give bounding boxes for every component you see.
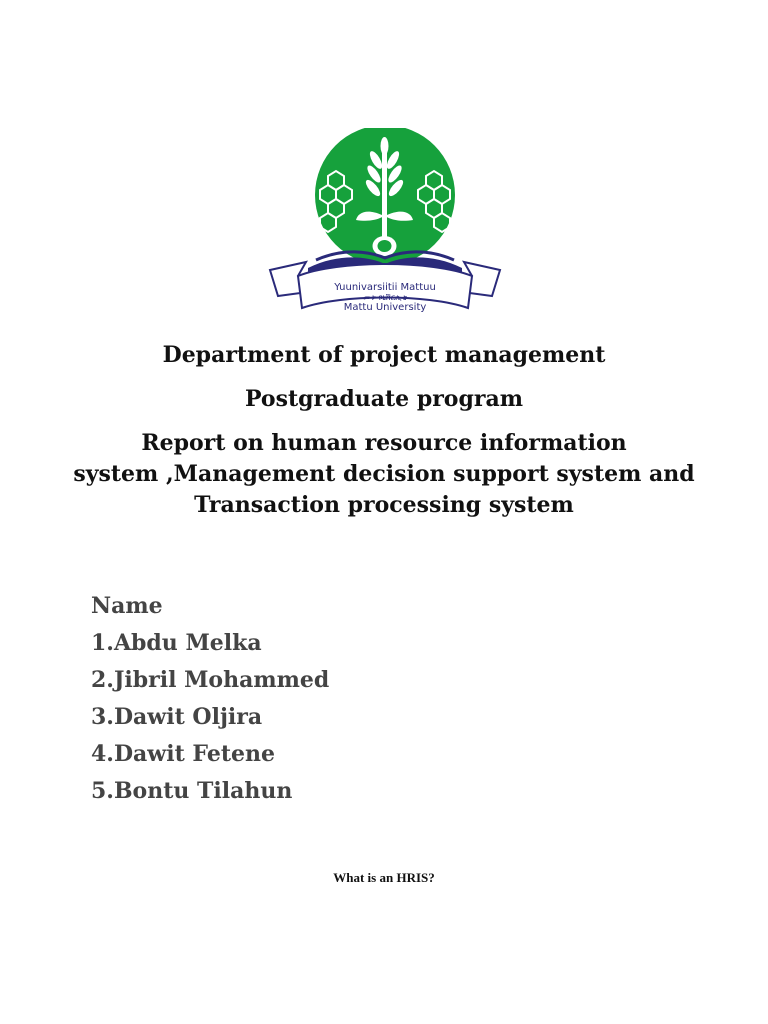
names-label: Name: [91, 593, 163, 619]
member-name: 2.Jibril Mohammed: [91, 667, 330, 693]
program-title: Postgraduate program: [244, 386, 523, 412]
member-name: 3.Dawit Oljira: [91, 704, 263, 730]
logo-text-english: Mattu University: [343, 302, 427, 313]
department-title: Department of project management: [162, 342, 606, 368]
report-title: [60, 428, 708, 521]
member-name: 1.Abdu Melka: [91, 630, 262, 656]
member-name: 5.Bontu Tilahun: [91, 778, 293, 804]
report-title-line: Report on human resource information: [141, 430, 627, 456]
report-title-line: system ,Management decision support system and: [73, 461, 695, 487]
logo-text-oromo: Yuunivarsiitii Mattuu: [334, 282, 436, 293]
section-question: What is an HRIS?: [333, 870, 435, 885]
logo-text-amharic: መቱ ዩኒቨርሲቲ: [363, 293, 407, 302]
report-title-line: Transaction processing system: [194, 492, 574, 518]
mattu-university-logo: [268, 128, 502, 328]
member-name: 4.Dawit Fetene: [91, 741, 275, 767]
group-members: [91, 592, 329, 814]
